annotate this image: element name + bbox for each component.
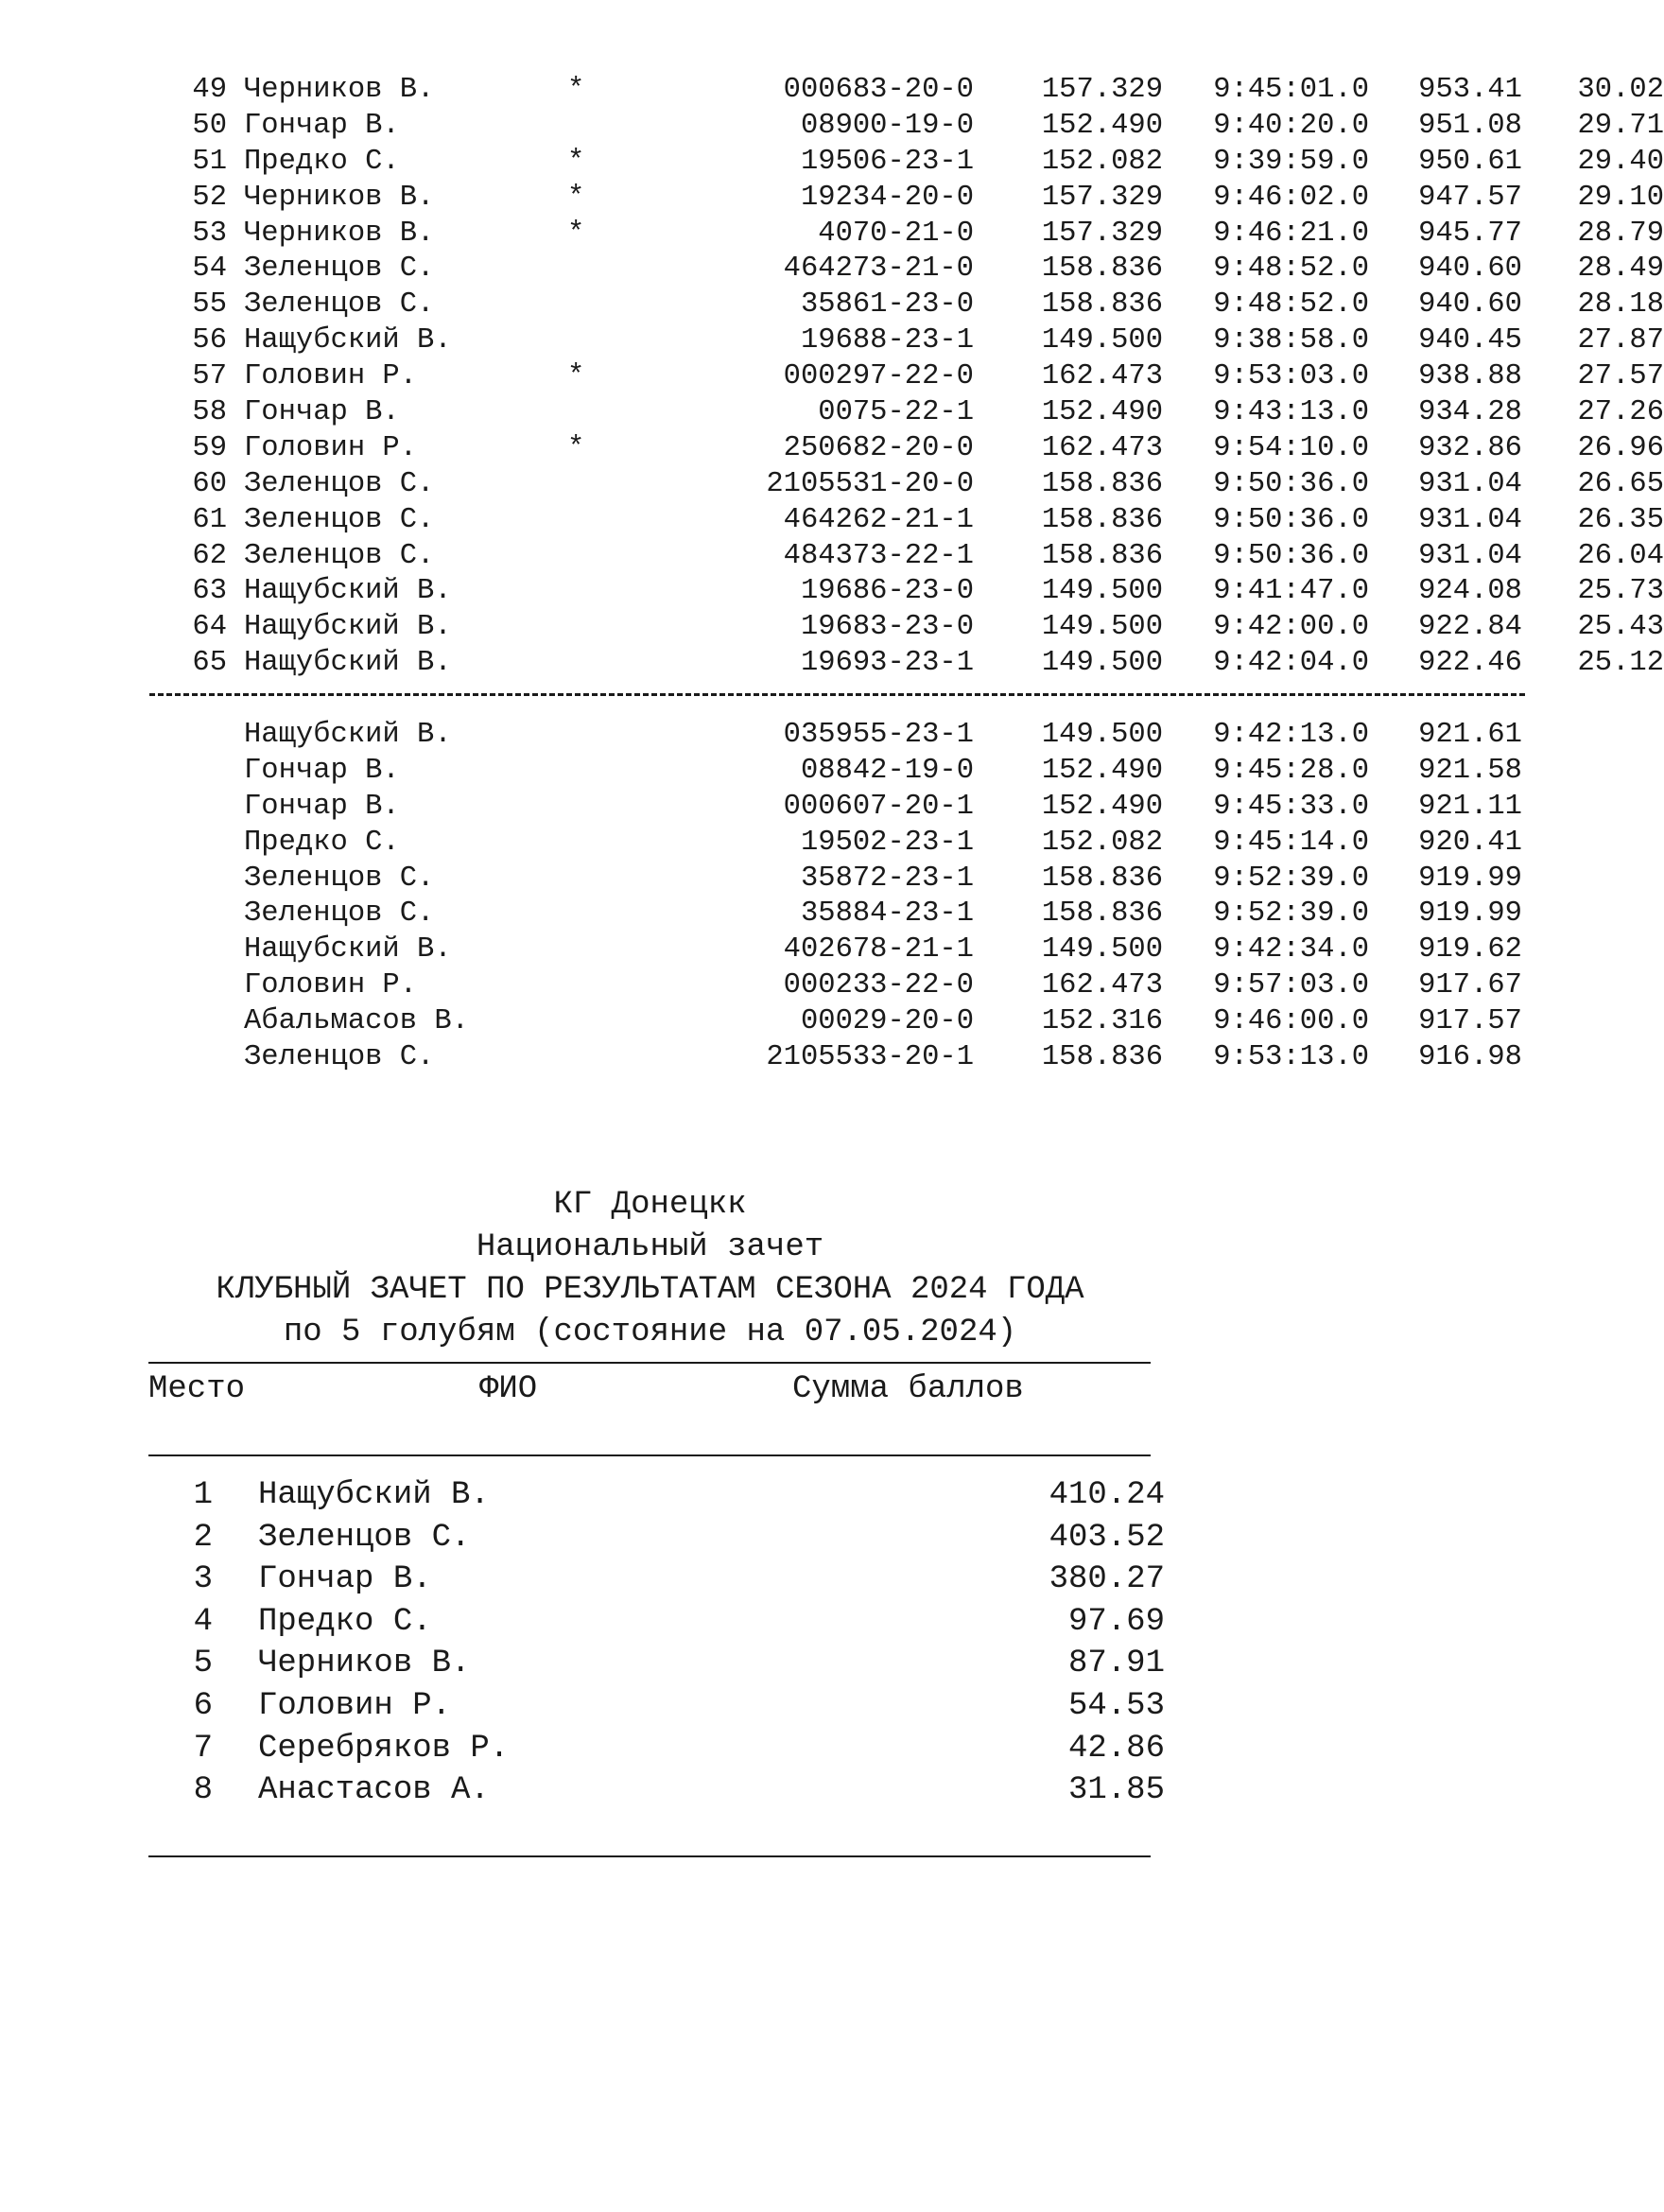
points: 26.35 (1577, 503, 1664, 536)
arrival-time: 9:40:20.0 (1213, 109, 1369, 142)
result-number: 53 (192, 217, 227, 250)
speed: 922.84 (1418, 611, 1522, 644)
speed: 919.99 (1418, 862, 1522, 895)
result-row (142, 181, 1664, 218)
result-mark: * (567, 431, 585, 464)
points: 26.96 (1577, 431, 1664, 464)
extra-result-row (142, 862, 1532, 898)
arrival-time: 9:39:59.0 (1213, 145, 1369, 178)
club-subtitle-date: по 5 голубям (состояние на 07.05.2024) (283, 1315, 1017, 1350)
points: 25.43 (1577, 611, 1664, 644)
result-number: 50 (192, 109, 227, 142)
speed: 922.46 (1418, 647, 1522, 680)
club-name: КГ Донецкк (553, 1187, 747, 1223)
speed: 940.45 (1418, 324, 1522, 357)
distance: 149.500 (1041, 719, 1163, 752)
ring-number: 35872-23-1 (800, 862, 974, 895)
points: 29.71 (1577, 109, 1664, 142)
distance: 162.473 (1041, 360, 1163, 393)
fancier-name: Нащубский В. (244, 719, 452, 752)
result-number: 49 (192, 74, 227, 106)
speed: 940.60 (1418, 288, 1522, 322)
result-number: 54 (192, 253, 227, 286)
result-number: 61 (192, 503, 227, 536)
distance: 149.500 (1041, 324, 1163, 357)
distance: 149.500 (1041, 933, 1163, 967)
points: 30.02 (1577, 74, 1664, 106)
result-row (142, 145, 1664, 182)
arrival-time: 9:42:13.0 (1213, 719, 1369, 752)
distance: 162.473 (1041, 431, 1163, 464)
speed: 934.28 (1418, 396, 1522, 429)
standings-name: Гончар В. (258, 1561, 432, 1598)
fancier-name: Головин Р. (244, 431, 418, 464)
results-rows (142, 74, 1664, 683)
arrival-time: 9:42:00.0 (1213, 611, 1369, 644)
result-number: 62 (192, 539, 227, 572)
standings-name: Серебряков Р. (258, 1730, 510, 1767)
fancier-name: Абальмасов В. (244, 1005, 469, 1038)
ring-number: 19502-23-1 (800, 826, 974, 859)
points: 25.73 (1577, 575, 1664, 608)
ring-number: 464273-21-0 (783, 253, 974, 286)
fancier-name: Нащубский В. (244, 611, 452, 644)
arrival-time: 9:45:01.0 (1213, 74, 1369, 106)
distance: 158.836 (1041, 1041, 1163, 1074)
arrival-time: 9:54:10.0 (1213, 431, 1369, 464)
result-row (142, 431, 1664, 468)
result-mark: * (567, 360, 585, 393)
header-sum: Сумма баллов (792, 1371, 1024, 1407)
speed: 919.62 (1418, 933, 1522, 967)
extra-result-row (142, 969, 1532, 1005)
ring-number: 4070-21-0 (818, 217, 974, 250)
arrival-time: 9:53:13.0 (1213, 1041, 1369, 1074)
distance: 162.473 (1041, 969, 1163, 1002)
standings-place: 1 (193, 1477, 213, 1513)
extra-result-row (142, 1041, 1532, 1077)
points: 27.87 (1577, 324, 1664, 357)
points: 28.18 (1577, 288, 1664, 322)
distance: 158.836 (1041, 539, 1163, 572)
speed: 931.04 (1418, 467, 1522, 500)
fancier-name: Черников В. (244, 217, 435, 250)
speed: 921.61 (1418, 719, 1522, 752)
points: 25.12 (1577, 647, 1664, 680)
distance: 157.329 (1041, 181, 1163, 214)
header-place: Место (148, 1371, 246, 1407)
speed: 931.04 (1418, 503, 1522, 536)
ring-number: 000297-22-0 (783, 360, 974, 393)
ring-number: 19686-23-0 (800, 575, 974, 608)
result-row (142, 253, 1664, 288)
extra-result-row (142, 755, 1532, 791)
standings-row (148, 1561, 1165, 1604)
result-mark: * (567, 145, 585, 178)
ring-number: 2105531-20-0 (766, 467, 974, 500)
speed: 945.77 (1418, 217, 1522, 250)
standings-row (148, 1519, 1165, 1562)
results-separator (142, 683, 1532, 719)
standings-name: Головин Р. (258, 1687, 452, 1724)
standings-row (148, 1687, 1165, 1731)
result-row (142, 324, 1664, 360)
result-row (142, 217, 1664, 253)
distance: 152.490 (1041, 790, 1163, 823)
distance: 158.836 (1041, 288, 1163, 322)
fancier-name: Зеленцов С. (244, 862, 435, 895)
standings-name: Зеленцов С. (258, 1519, 471, 1556)
standings-sum: 54.53 (1067, 1687, 1165, 1724)
arrival-time: 9:52:39.0 (1213, 897, 1369, 931)
standings-sum: 410.24 (1049, 1477, 1165, 1513)
standings-header-row (148, 1362, 1151, 1419)
distance: 157.329 (1041, 74, 1163, 106)
arrival-time: 9:50:36.0 (1213, 539, 1369, 572)
result-mark: * (567, 217, 585, 250)
ring-number: 08842-19-0 (800, 754, 974, 787)
fancier-name: Зеленцов С. (244, 253, 435, 286)
standings-place: 2 (193, 1519, 213, 1556)
ring-number: 000233-22-0 (783, 969, 974, 1002)
fancier-name: Предко С. (244, 145, 400, 178)
fancier-name: Зеленцов С. (244, 1041, 435, 1074)
standings-sum: 97.69 (1067, 1603, 1165, 1640)
fancier-name: Черников В. (244, 74, 435, 106)
extra-result-row (142, 827, 1532, 862)
fancier-name: Зеленцов С. (244, 539, 435, 572)
result-number: 64 (192, 611, 227, 644)
standings-row (148, 1603, 1165, 1646)
standings-rows (148, 1477, 1165, 1815)
result-row (142, 539, 1664, 576)
ring-number: 00029-20-0 (800, 1005, 974, 1038)
extra-result-row (142, 897, 1532, 933)
standings-sum: 403.52 (1049, 1519, 1165, 1556)
distance: 149.500 (1041, 611, 1163, 644)
fancier-name: Нащубский В. (244, 575, 452, 608)
ring-number: 19688-23-1 (800, 324, 974, 357)
result-number: 58 (192, 396, 227, 429)
result-row (142, 467, 1664, 504)
points: 27.57 (1577, 360, 1664, 393)
arrival-time: 9:42:34.0 (1213, 933, 1369, 967)
arrival-time: 9:45:28.0 (1213, 754, 1369, 787)
standings-place: 4 (193, 1603, 213, 1640)
distance: 158.836 (1041, 862, 1163, 895)
arrival-time: 9:45:14.0 (1213, 826, 1369, 859)
standings-place: 7 (193, 1730, 213, 1767)
result-row (142, 647, 1664, 683)
standings-sum: 31.85 (1067, 1772, 1165, 1809)
fancier-name: Гончар В. (244, 396, 400, 429)
arrival-time: 9:48:52.0 (1213, 288, 1369, 322)
arrival-time: 9:57:03.0 (1213, 969, 1369, 1002)
points: 26.65 (1577, 467, 1664, 500)
ring-number: 19506-23-1 (800, 145, 974, 178)
distance: 158.836 (1041, 253, 1163, 286)
standings-place: 6 (193, 1687, 213, 1724)
speed: 920.41 (1418, 826, 1522, 859)
distance: 152.316 (1041, 1005, 1163, 1038)
fancier-name: Головин Р. (244, 969, 418, 1002)
result-row (142, 396, 1664, 432)
arrival-time: 9:52:39.0 (1213, 862, 1369, 895)
result-number: 51 (192, 145, 227, 178)
result-row (142, 611, 1664, 647)
ring-number: 0075-22-1 (818, 396, 974, 429)
fancier-name: Нащубский В. (244, 933, 452, 967)
distance: 149.500 (1041, 647, 1163, 680)
result-number: 57 (192, 360, 227, 393)
result-number: 63 (192, 575, 227, 608)
arrival-time: 9:43:13.0 (1213, 396, 1369, 429)
speed: 919.99 (1418, 897, 1522, 931)
ring-number: 2105533-20-1 (766, 1041, 974, 1074)
arrival-time: 9:46:00.0 (1213, 1005, 1369, 1038)
points: 29.10 (1577, 181, 1664, 214)
result-row (142, 74, 1664, 110)
extra-result-row (142, 719, 1532, 755)
points: 26.04 (1577, 539, 1664, 572)
result-number: 65 (192, 647, 227, 680)
extra-result-row (142, 1005, 1532, 1041)
speed: 953.41 (1418, 74, 1522, 106)
ring-number: 19693-23-1 (800, 647, 974, 680)
ring-number: 19683-23-0 (800, 611, 974, 644)
speed: 921.11 (1418, 790, 1522, 823)
arrival-time: 9:38:58.0 (1213, 324, 1369, 357)
points: 27.26 (1577, 396, 1664, 429)
fancier-name: Зеленцов С. (244, 467, 435, 500)
arrival-time: 9:41:47.0 (1213, 575, 1369, 608)
fancier-name: Зеленцов С. (244, 897, 435, 931)
standings-sum: 380.27 (1049, 1561, 1165, 1598)
results-table (142, 74, 1664, 1077)
ring-number: 484373-22-1 (783, 539, 974, 572)
standings-header-rule (148, 1454, 1151, 1456)
points: 29.40 (1577, 145, 1664, 178)
ring-number: 464262-21-1 (783, 503, 974, 536)
standings-place: 5 (193, 1646, 213, 1682)
speed: 924.08 (1418, 575, 1522, 608)
result-row (142, 360, 1664, 396)
speed: 940.60 (1418, 253, 1522, 286)
result-number: 55 (192, 288, 227, 322)
standings-name: Нащубский В. (258, 1477, 490, 1513)
fancier-name: Зеленцов С. (244, 288, 435, 322)
fancier-name: Зеленцов С. (244, 503, 435, 536)
result-number: 56 (192, 324, 227, 357)
distance: 158.836 (1041, 467, 1163, 500)
result-row (142, 288, 1664, 324)
arrival-time: 9:48:52.0 (1213, 253, 1369, 286)
extra-result-row (142, 933, 1532, 969)
ring-number: 250682-20-0 (783, 431, 974, 464)
speed: 916.98 (1418, 1041, 1522, 1074)
ring-number: 35884-23-1 (800, 897, 974, 931)
standings-name: Черников В. (258, 1646, 471, 1682)
standings-sum: 87.91 (1067, 1646, 1165, 1682)
speed: 917.67 (1418, 969, 1522, 1002)
speed: 947.57 (1418, 181, 1522, 214)
distance: 158.836 (1041, 897, 1163, 931)
fancier-name: Гончар В. (244, 109, 400, 142)
standings-place: 3 (193, 1561, 213, 1598)
distance: 152.490 (1041, 754, 1163, 787)
fancier-name: Головин Р. (244, 360, 418, 393)
standings-sum: 42.86 (1067, 1730, 1165, 1767)
arrival-time: 9:50:36.0 (1213, 503, 1369, 536)
arrival-time: 9:46:21.0 (1213, 217, 1369, 250)
speed: 921.58 (1418, 754, 1522, 787)
standings-row (148, 1772, 1165, 1815)
speed: 950.61 (1418, 145, 1522, 178)
result-row (142, 575, 1664, 611)
speed: 931.04 (1418, 539, 1522, 572)
club-title: КЛУБНЫЙ ЗАЧЕТ ПО РЕЗУЛЬТАТАМ СЕЗОНА 2024 ГОДА (216, 1272, 1084, 1308)
distance: 158.836 (1041, 503, 1163, 536)
result-mark: * (567, 181, 585, 214)
club-subtitle: Национальный зачет (476, 1229, 824, 1265)
distance: 152.082 (1041, 145, 1163, 178)
arrival-time: 9:45:33.0 (1213, 790, 1369, 823)
points: 28.79 (1577, 217, 1664, 250)
speed: 951.08 (1418, 109, 1522, 142)
extra-result-row (142, 791, 1532, 827)
club-header (142, 1184, 1158, 1354)
distance: 152.490 (1041, 396, 1163, 429)
result-row (142, 503, 1664, 540)
arrival-time: 9:53:03.0 (1213, 360, 1369, 393)
distance: 152.490 (1041, 109, 1163, 142)
arrival-time: 9:42:04.0 (1213, 647, 1369, 680)
standings-row (148, 1477, 1165, 1520)
standings-row (148, 1646, 1165, 1688)
result-row (142, 109, 1664, 146)
result-number: 59 (192, 431, 227, 464)
ring-number: 000683-20-0 (783, 74, 974, 106)
distance: 157.329 (1041, 217, 1163, 250)
speed: 917.57 (1418, 1005, 1522, 1038)
fancier-name: Нащубский В. (244, 647, 452, 680)
header-name: ФИО (479, 1371, 538, 1407)
arrival-time: 9:50:36.0 (1213, 467, 1369, 500)
ring-number: 402678-21-1 (783, 933, 974, 967)
result-number: 60 (192, 467, 227, 500)
points: 28.49 (1577, 253, 1664, 286)
speed: 938.88 (1418, 360, 1522, 393)
speed: 932.86 (1418, 431, 1522, 464)
result-number: 52 (192, 181, 227, 214)
extra-results-rows (142, 719, 1532, 1077)
arrival-time: 9:46:02.0 (1213, 181, 1369, 214)
standings-bottom-rule (148, 1855, 1151, 1857)
fancier-name: Гончар В. (244, 790, 400, 823)
fancier-name: Нащубский В. (244, 324, 452, 357)
ring-number: 035955-23-1 (783, 719, 974, 752)
fancier-name: Гончар В. (244, 754, 400, 787)
standings-row (148, 1730, 1165, 1773)
ring-number: 35861-23-0 (800, 288, 974, 322)
result-mark: * (567, 74, 585, 106)
standings-name: Предко С. (258, 1603, 432, 1640)
standings-place: 8 (193, 1772, 213, 1809)
ring-number: 08900-19-0 (800, 109, 974, 142)
standings-name: Анастасов А. (258, 1772, 490, 1809)
fancier-name: Предко С. (244, 826, 400, 859)
ring-number: 19234-20-0 (800, 181, 974, 214)
distance: 152.082 (1041, 826, 1163, 859)
fancier-name: Черников В. (244, 181, 435, 214)
ring-number: 000607-20-1 (783, 790, 974, 823)
distance: 149.500 (1041, 575, 1163, 608)
